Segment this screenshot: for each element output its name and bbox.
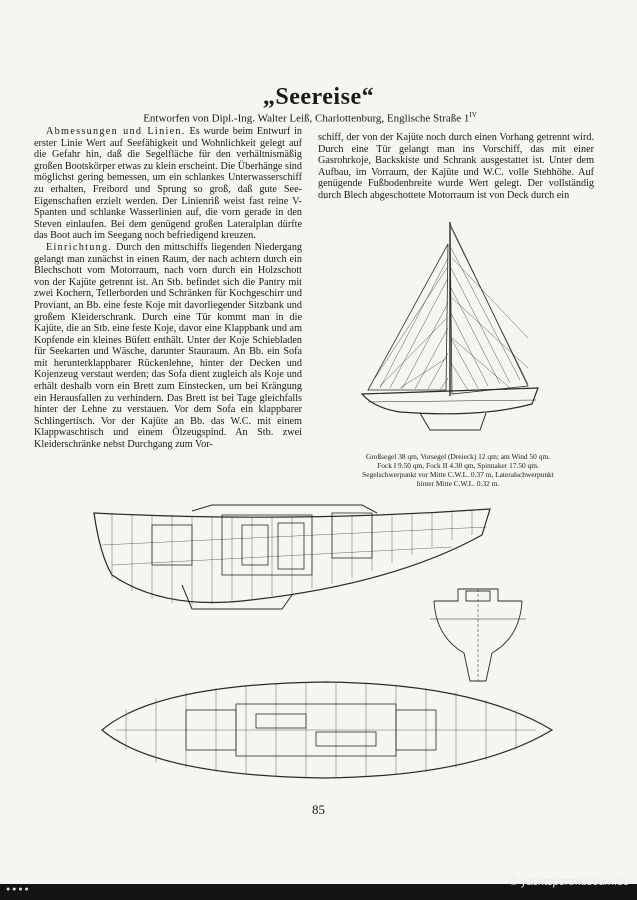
caption-line: Fock I 9.50 qm, Fock II 4.30 qm, Spinnaker 17.50 qm. xyxy=(377,461,539,470)
deck-plan-drawing xyxy=(96,680,556,780)
article-title: „Seereise“ xyxy=(262,84,375,110)
sail-caption-block xyxy=(322,452,594,470)
paragraph-body: Durch den mittschiffs liegenden Niedergang gelangt man zunächst in einen Raum, der nach achtern durch ein Blechschott vom Motorraum, nach vorn durch ein Holzschott von der Kajüte getrennt ist. An Stb. befindet sich die Pantry mit zwei Kochern, Tellerborden und Schränken für Kochgeschirr und Proviant, an Bb. eine feste Koje mit davorliegender Sitzbank und großem Kleiderschrank. Durch eine Tür kommt man in die Kajüte, die an Stb. eine feste Koje, davor eine Klappbank und am Kopfende ein kleines Büfett enthält. Unter der Koje Schiebladen für Seekarten und Wäsche, darunter Stauraum. An Bb. ein Sofa mit herunterklappbarer Rückenlehne, hinter der Decken und Kojenzeug verstaut werden; das Sofa dient zugleich als Koje und erhält deshalb vorn ein Brett zum Einstecken, um bei Krängung ein Herausfallen zu verhindern. Das Brett ist bei Tage gleichfalls hinter der Lehne zu verstauen. Vor dem Sofa ein klappbarer Schlingertisch. Vor der Kajüte an Bb. das W.C. mit einem Klappwaschtisch und einem Ölzeugspind. An Stb. zwei Kleiderschränke nebst Durchgang zum Vor- xyxy=(34,241,302,451)
sail-caption-block-2 xyxy=(322,470,594,488)
caption-line: Großsegel 38 qm, Vorsegel (Dreieck) 12 qm; am Wind 50 qm. xyxy=(365,452,551,461)
paragraph-interior xyxy=(34,242,302,451)
right-text-column xyxy=(318,132,594,212)
page-number: 85 xyxy=(312,802,325,817)
scan-marker-icon: ● ● ● ● xyxy=(6,886,29,893)
caption-line: Segelschwerpunkt vor Mitte C.W.L. 0.37 m, Lateralschwerpunkt xyxy=(362,470,554,479)
sail-plan-drawing xyxy=(360,218,590,448)
paragraph-heading: Einrichtung. xyxy=(46,241,113,253)
left-text-column xyxy=(34,126,302,496)
copyright-watermark: © yachtsportmuseum.de xyxy=(509,876,629,888)
article-subtitle xyxy=(95,111,525,125)
caption-line: hinter Mitte C.W.L. 0.32 m. xyxy=(416,479,500,488)
paragraph-dimensions xyxy=(34,126,302,242)
paragraph-continued: schiff, der von der Kajüte noch durch einen Vorhang getrennt wird. Durch eine Tür gelangt man ins Vorschiff, das mit einer Gasrohrkoje, Backskiste und Schrank ausgestattet ist. Unter dem Aufbau, im Vorraum, der Kajüte und W.C. volle Stehhöhe. Auf genügende Fußbodenbreite wurde Wert gelegt. Der vollständig durch Blech abgeschottete Motorraum ist von Deck durch ein xyxy=(318,132,594,201)
subtitle-text: Entworfen von Dipl.-Ing. Walter Leiß, Charlottenburg, Englische Straße 1 xyxy=(143,112,470,125)
paragraph-heading: Abmessungen und Linien. xyxy=(46,126,186,137)
midship-section-drawing xyxy=(428,575,528,685)
paragraph-body: Es wurde beim Entwurf in erster Linie Wert auf Seefähigkeit und Wohnlichkeit gelegt auf die Gefahr hin, daß die Segelfläche für den verhältnismäßig großen Bootskörper etwas zu klein erscheint. Die Überhänge sind möglichst gering bemessen, um ein schlankes Unterwasserschiff zu erhalten, Freibord und Sprung so groß, daß gute See-Eigenschaften erzielt werden. Der Linienriß weist fast reine V-Spanten und schlanke Wasserlinien auf, die vorn gerade in den Steven einlaufen. Bei dem genügend großen Lateralplan dürfte das Boot auch im Seegang noch befriedigend kreuzen. xyxy=(34,126,302,242)
subtitle-superscript: IV xyxy=(469,111,477,119)
